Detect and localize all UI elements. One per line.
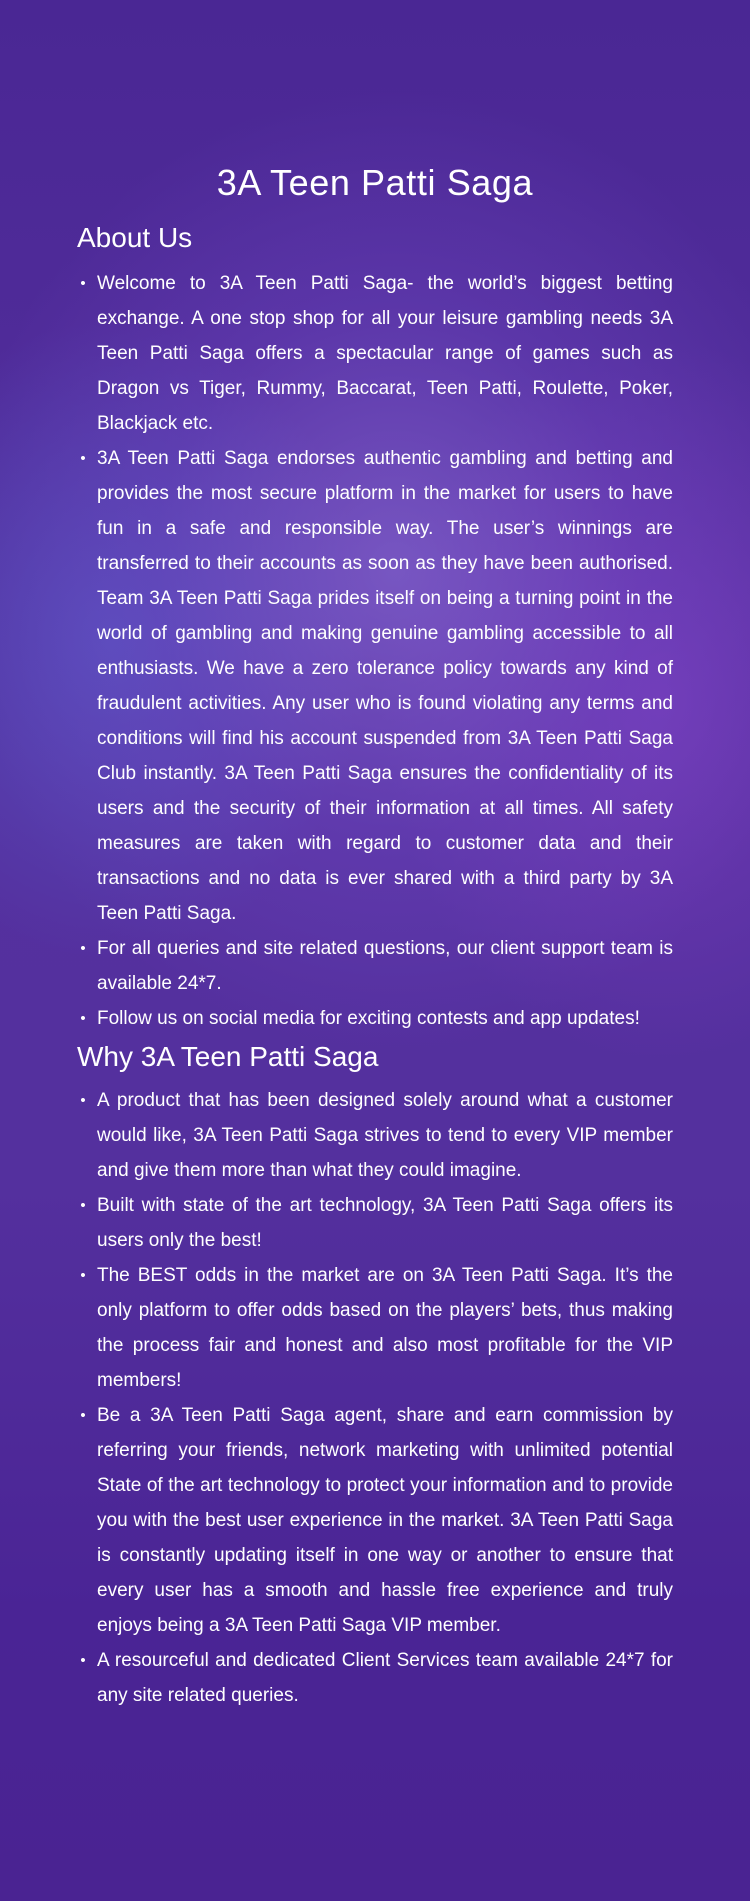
list-item-text: For all queries and site related questions, our client support team is available 24*7.	[97, 938, 673, 994]
bullet-icon: •	[80, 1267, 86, 1284]
list-item-text: Follow us on social media for exciting contests and app updates!	[97, 1008, 640, 1029]
page-title: 3A Teen Patti Saga	[216, 162, 534, 203]
list-item	[77, 931, 673, 1001]
list-item-text: 3A Teen Patti Saga endorses authentic gambling and betting and provides the most secure platform in the market for users to have fun in a safe and responsible way. The user’s winnings are transferred to their accounts as soon as they have been authorised. Team 3A Teen Patti Saga prides itself on being a turning point in the world of gambling and making genuine gambling accessible to all enthusiasts. We have a zero tolerance policy towards any kind of fraudulent activities. Any user who is found violating any terms and conditions will find his account suspended from 3A Teen Patti Saga Club instantly. 3A Teen Patti Saga ensures the confidentiality of its users and the security of their information at all times. All safety measures are taken with regard to customer data and their transactions and no data is ever shared with a third party by 3A Teen Patti Saga.	[97, 448, 673, 924]
list-item	[77, 1643, 673, 1713]
bullet-icon: •	[80, 1407, 86, 1424]
list-item-text: A resourceful and dedicated Client Services team available 24*7 for any site related queries.	[97, 1650, 673, 1706]
why-heading: Why 3A Teen Patti Saga	[77, 1041, 379, 1072]
list-item	[77, 441, 673, 931]
list-item	[77, 1188, 673, 1258]
bullet-icon: •	[80, 940, 86, 957]
list-item	[77, 1398, 673, 1643]
list-item-text: A product that has been designed solely around what a customer would like, 3A Teen Patti Saga strives to tend to every VIP member and give them more than what they could imagine.	[97, 1090, 673, 1181]
bullet-icon: •	[80, 1010, 86, 1027]
bullet-icon: •	[80, 275, 86, 292]
bullet-icon: •	[80, 1197, 86, 1214]
bullet-icon: •	[80, 1652, 86, 1669]
list-item	[77, 1258, 673, 1398]
why-list	[77, 1083, 673, 1713]
about-us-list	[77, 266, 673, 1036]
list-item-text: The BEST odds in the market are on 3A Teen Patti Saga. It’s the only platform to offer odds based on the players’ bets, thus making the process fair and honest and also most profitable for the VIP members!	[97, 1265, 673, 1391]
bullet-icon: •	[80, 450, 86, 467]
list-item-text: Welcome to 3A Teen Patti Saga- the world’s biggest betting exchange. A one stop shop for all your leisure gambling needs 3A Teen Patti Saga offers a spectacular range of games such as Dragon vs Tiger, Rummy, Baccarat, Teen Patti, Roulette, Poker, Blackjack etc.	[97, 273, 673, 434]
about-section	[77, 220, 673, 1036]
about-us-heading: About Us	[77, 222, 193, 253]
list-item-text: Be a 3A Teen Patti Saga agent, share and earn commission by referring your friends, network marketing with unlimited potential State of the art technology to protect your information and to provide you with the best user experience in the market. 3A Teen Patti Saga is constantly updating itself in one way or another to ensure that every user has a smooth and hassle free experience and truly enjoys being a 3A Teen Patti Saga VIP member.	[97, 1405, 673, 1636]
list-item	[77, 266, 673, 441]
list-item	[77, 1001, 673, 1036]
why-section	[77, 1039, 673, 1713]
list-item	[77, 1083, 673, 1188]
list-item-text: Built with state of the art technology, 3A Teen Patti Saga offers its users only the best!	[97, 1195, 673, 1251]
bullet-icon: •	[80, 1092, 86, 1109]
